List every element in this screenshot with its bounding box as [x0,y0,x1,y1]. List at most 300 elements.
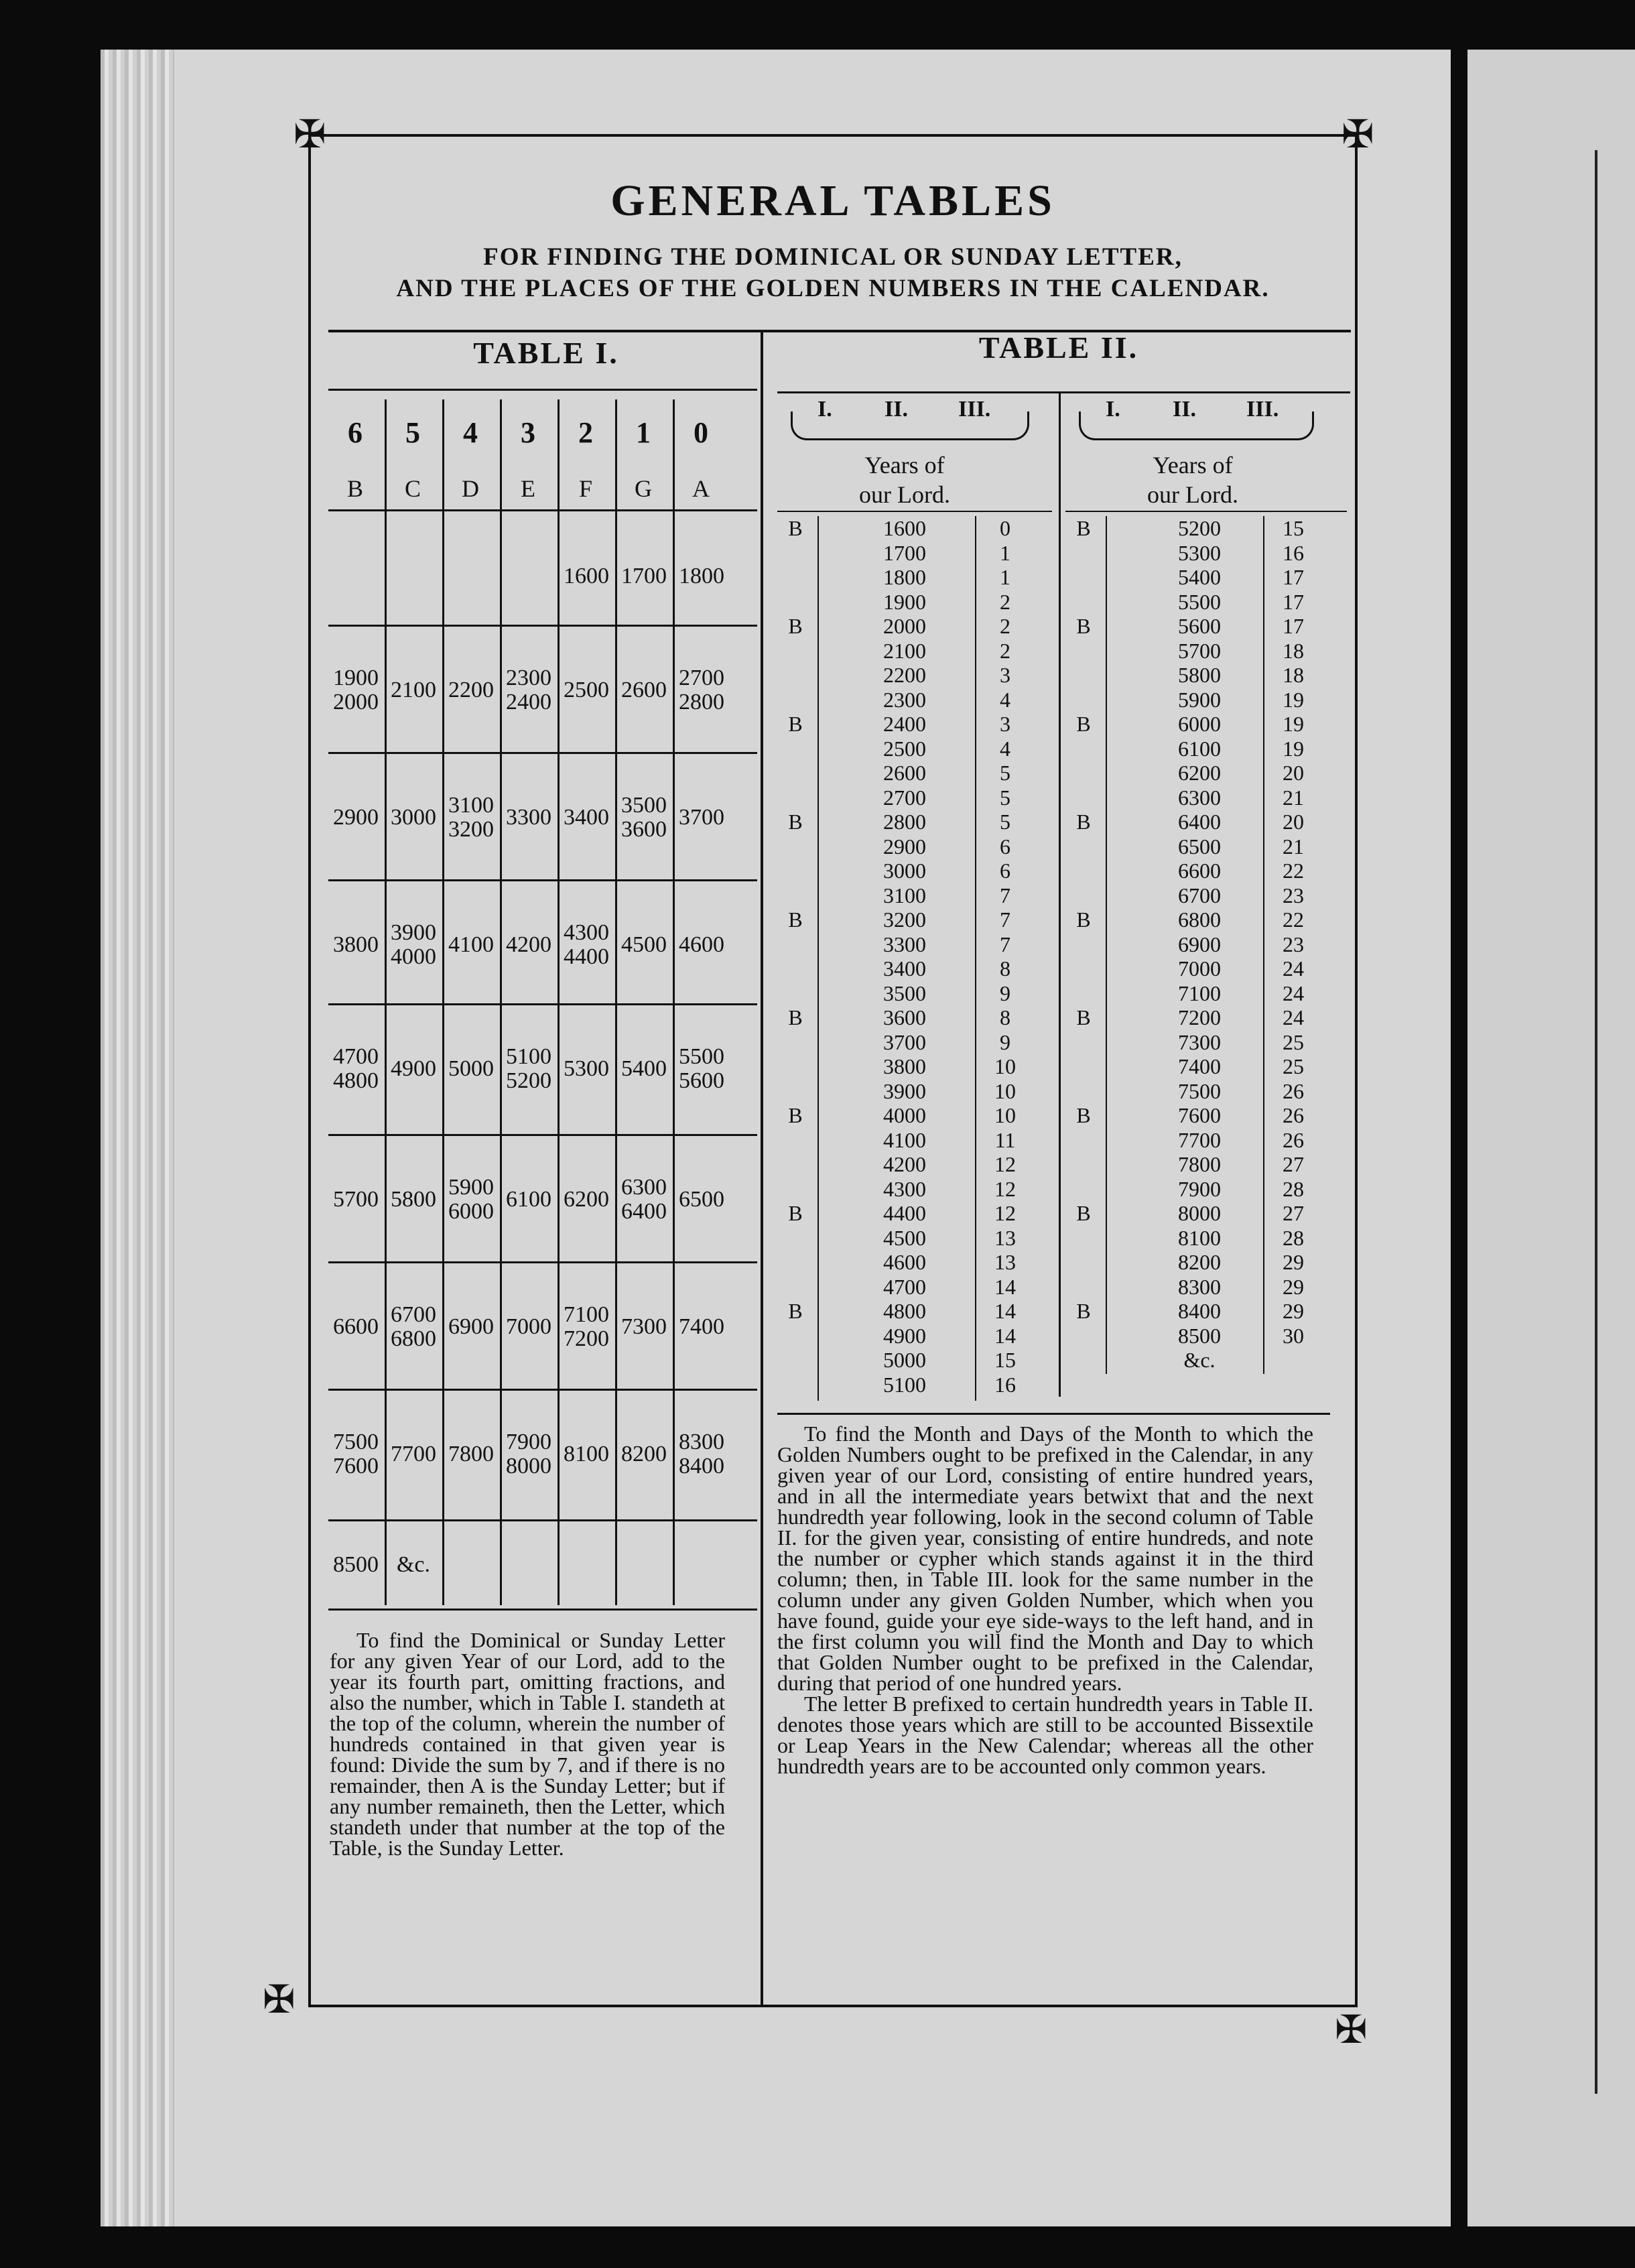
leap-b-mark: B [788,907,803,932]
table2-number: 29 [1283,1299,1304,1323]
table2-number: 26 [1283,1078,1304,1103]
table2-year: 4500 [883,1225,926,1250]
leap-b-mark [779,737,812,761]
leap-b-mark [1067,932,1100,957]
leap-b-mark: B [1076,712,1091,736]
leap-b-mark: B [1076,1103,1091,1127]
leap-b-mark [1067,639,1100,664]
table1-caption-rule [328,389,757,391]
center-divider [761,330,763,2005]
table1-column-rule [500,399,502,1605]
leap-b-mark [779,1250,812,1275]
leap-b-mark [779,859,812,883]
table2-left-b-column [779,516,812,1397]
table2-year: 2900 [883,834,926,859]
table1-instructions [330,1630,725,1858]
table2-year: 6400 [1178,810,1221,834]
table1-cell: 5400 [621,1056,667,1081]
leap-b-mark [1067,785,1100,810]
table2-year: 4400 [883,1201,926,1225]
table2-year: 7800 [1178,1152,1221,1176]
table2-year: 5100 [883,1372,926,1397]
table2-number: 18 [1283,663,1304,687]
table2-number: 9 [1000,981,1010,1005]
table2-number: 11 [994,1127,1016,1152]
table1-cell: 2900 [333,805,379,830]
table2-year: 3000 [883,859,926,883]
table2-number: 23 [1283,932,1304,956]
table2-number: 6 [1000,859,1010,883]
table2-year: 7400 [1178,1054,1221,1078]
table1-column-number: 6 [348,416,363,449]
table2-number: 19 [1283,687,1304,712]
leap-b-mark [779,1128,812,1153]
leap-b-mark [779,1275,812,1300]
table2-instructions [777,1424,1313,1777]
table1-column-number: 4 [463,416,478,449]
leap-b-mark [779,1324,812,1348]
table2-number: 3 [1000,663,1010,687]
table2-year: 4200 [883,1152,926,1176]
table2-number: 3 [1000,712,1010,736]
table2-year: 7500 [1178,1078,1221,1103]
table2-year: 8200 [1178,1250,1221,1274]
leap-b-mark [779,639,812,664]
table1-cell: 2500 [564,678,609,702]
table2-number: 28 [1283,1176,1304,1201]
table2-number: 24 [1283,956,1304,981]
table2-year: 6900 [1178,932,1221,956]
leap-b-mark [1067,1152,1100,1177]
leap-b-mark [1067,1226,1100,1251]
table2-number: 21 [1283,834,1304,859]
table1-row-rule [328,1134,757,1136]
table2-column-header: I. [818,397,832,422]
table2-year: 6100 [1178,736,1221,761]
table2-number: 7 [1000,932,1010,956]
table2-number-column-rule [1263,516,1264,1374]
table1-cell: 3800 [333,932,379,957]
table2-year: 5900 [1178,687,1221,712]
page-edge [101,50,174,2226]
table2-year: 3100 [883,883,926,907]
table2-number: 18 [1283,638,1304,663]
table2-number: 5 [1000,761,1010,785]
table1-cell: 3700 [679,805,724,830]
leap-b-mark: B [1076,614,1091,638]
table2-number: 17 [1283,614,1304,638]
leap-b-mark [779,981,812,1006]
table2-number: 12 [994,1176,1016,1201]
subtitle-line-2: AND THE PLACES OF THE GOLDEN NUMBERS IN THE CALENDAR. [396,275,1270,302]
leap-b-mark: B [788,1005,803,1029]
years-of-our-lord-label [824,450,985,509]
table2-number: 23 [1283,883,1304,907]
leap-b-mark: B [788,810,803,834]
leap-b-mark: B [788,614,803,638]
leap-b-mark [1067,1348,1100,1373]
table2-number: 19 [1283,712,1304,736]
table2-half-divider [1059,391,1061,1397]
table1-cell: 5100 5200 [506,1044,551,1093]
table2-number: 25 [1283,1029,1304,1054]
table2-year: 2300 [883,687,926,712]
table1-cell: 7800 [448,1442,494,1466]
table1-cell: 4600 [679,932,724,957]
table2-year: 8500 [1178,1323,1221,1348]
table2-column-header: II. [1173,397,1196,422]
table2-number: 12 [994,1152,1016,1176]
table1-cell: 5300 [564,1056,609,1081]
table2-bottom-rule [777,1413,1330,1415]
table1-bottom-rule [328,1609,757,1611]
table2-year: 4800 [883,1299,926,1323]
table1-cell: 5000 [448,1056,494,1081]
table2-number: 20 [1283,761,1304,785]
table2-year: 8300 [1178,1274,1221,1299]
leap-b-mark [1067,883,1100,908]
table1-cell: 7100 7200 [564,1302,609,1351]
table2-year: 8100 [1178,1225,1221,1250]
table1-cell: 8100 [564,1442,609,1466]
table2-year: 5200 [1178,516,1221,540]
table2-number: 4 [1000,736,1010,761]
table2-year: 5700 [1178,638,1221,663]
table2-number: 15 [1283,516,1304,540]
table2-number: 24 [1283,1005,1304,1029]
table1-row-rule [328,625,757,627]
table2-number: 1 [1000,565,1010,589]
leap-b-mark [1067,859,1100,883]
years-label-line-2: our Lord. [1147,481,1238,508]
table2-caption: TABLE II. [978,330,1139,365]
table2-year: 8400 [1178,1299,1221,1323]
table2-number: 30 [1283,1323,1304,1348]
leap-b-mark [1067,1054,1100,1079]
table1-cell: 3000 [391,805,436,830]
table2-b-column-rule [818,516,819,1401]
cross-ornament-icon: ✠ [1342,113,1374,156]
leap-b-mark: B [788,1103,803,1127]
table2-left-numbers-column [985,516,1025,1397]
table2-year: 3700 [883,1029,926,1054]
table2-number: 26 [1283,1103,1304,1127]
leap-b-mark [1067,834,1100,859]
table2-number: 20 [1283,810,1304,834]
table2-year: 2800 [883,810,926,834]
table1-cell: 3900 4000 [391,920,436,969]
table2-year: 2600 [883,761,926,785]
table2-column-header: III. [1246,397,1279,422]
table2-year: 2700 [883,785,926,810]
table1-cell: 5700 [333,1187,379,1212]
heading [308,0,1358,335]
years-label-line-2: our Lord. [859,481,950,508]
table2-caption-rule [777,391,1350,393]
table2-column-header: I. [1106,397,1120,422]
leap-b-mark [1067,1128,1100,1153]
table2-number: 2 [1000,589,1010,614]
table2-year: 3200 [883,907,926,932]
table2-year: 4700 [883,1274,926,1299]
table2-right-numbers-column [1273,516,1313,1373]
table2-year: 2100 [883,638,926,663]
leap-b-mark: B [788,712,803,736]
table2-number: 22 [1283,859,1304,883]
leap-b-mark [779,1152,812,1177]
leap-b-mark: B [1076,1299,1091,1323]
cross-ornament-icon: ✠ [263,1978,296,2021]
table1-cell: 7500 7600 [333,1430,379,1478]
table1-cell: 2600 [621,678,667,702]
leap-b-mark [1067,981,1100,1006]
years-label-line-1: Years of [864,452,945,479]
table2-year: 6700 [1178,883,1221,907]
table2-number: 16 [1283,540,1304,565]
table1-column-letter: D [462,475,479,502]
table1-cell: &c. [396,1552,431,1577]
leap-b-mark [1067,956,1100,981]
leap-b-mark [779,932,812,957]
leap-b-mark [779,1030,812,1055]
table1-instructions-text: To find the Dominical or Sunday Letter for any given Year of our Lord, add to the year its fourth part, omitting fractions, and also the number, which in Table I. standeth at the top of the column, wherein the number of hundreds contained in that given year is found: Divide the sum by 7, and if there is no remainder, then A is the Sunday Letter; but if any number remaineth, then the Letter, which standeth under that number at the top of the Table, is the Sunday Letter. [330,1628,725,1860]
leap-b-mark [1067,541,1100,566]
table2-number: 14 [994,1323,1016,1348]
table2-number: 13 [994,1250,1016,1274]
table2-year: 2400 [883,712,926,736]
table1-cell: 3400 [564,805,609,830]
table2-header-rule [1065,511,1347,512]
next-page-edge [1467,50,1635,2226]
table1-cell: 2200 [448,678,494,702]
table1-cell: 1900 2000 [333,666,379,714]
table1-column-number: 5 [405,416,420,449]
table2-number: 10 [994,1054,1016,1078]
table2-year: 7700 [1178,1127,1221,1152]
table2-year: 5800 [1178,663,1221,687]
table2-number: 5 [1000,810,1010,834]
table1-cell: 6300 6400 [621,1175,667,1224]
table1-column-letter: G [635,475,652,502]
table1-row-rule [328,1003,757,1005]
table2-year: 7200 [1178,1005,1221,1029]
years-of-our-lord-label [1112,450,1273,509]
leap-b-mark [779,1373,812,1397]
table2-number: 28 [1283,1225,1304,1250]
table2-year: 6000 [1178,712,1221,736]
leap-b-mark [779,1177,812,1202]
table2-number: 7 [1000,907,1010,932]
table2-number: 2 [1000,638,1010,663]
table1-cell: 4200 [506,932,551,957]
table2-year: 7300 [1178,1029,1221,1054]
table2-number-column-rule [975,516,976,1401]
leap-b-mark [779,1054,812,1079]
table1-row-rule [328,1389,757,1391]
table1-column-number: 0 [694,416,708,449]
table2-year: 3600 [883,1005,926,1029]
leap-b-mark [779,541,812,566]
years-label-line-1: Years of [1153,452,1233,479]
table1-cell: 6900 [448,1314,494,1339]
table2-number: 26 [1283,1127,1304,1152]
leap-b-mark: B [1076,810,1091,834]
leap-b-mark [779,1226,812,1251]
table1-cell: 5500 5600 [679,1044,724,1093]
table2-number: 13 [994,1225,1016,1250]
table2-year: 3800 [883,1054,926,1078]
page-title: GENERAL TABLES [610,176,1055,225]
table2-year: 7000 [1178,956,1221,981]
leap-b-mark: B [788,1201,803,1225]
table1-cell: 8500 [333,1552,379,1577]
table1-cell: 3300 [506,805,551,830]
table1-cell: 4500 [621,932,667,957]
leap-b-mark [1067,1079,1100,1104]
table1-row-rule [328,1261,757,1263]
table2-year: 6800 [1178,907,1221,932]
table1-cell: 4100 [448,932,494,957]
table2-year: 2200 [883,663,926,687]
table2-year: 4900 [883,1323,926,1348]
table1-column-letter: F [578,475,593,502]
table1-cell: 7900 8000 [506,1430,551,1478]
table2-year: 5300 [1178,540,1221,565]
leap-b-mark [779,834,812,859]
leap-b-mark [779,785,812,810]
table1-column-letter: E [521,475,535,502]
leap-b-mark [779,956,812,981]
table1-column-letter: C [404,475,421,502]
table2-year: 3300 [883,932,926,956]
table1-row-rule [328,879,757,881]
brace-icon [791,412,1029,440]
table1-row-rule [328,1519,757,1521]
table1-header-rule [328,509,757,511]
table1-cell: 2300 2400 [506,666,551,714]
table2-number: 8 [1000,1005,1010,1029]
leap-b-mark [779,1079,812,1104]
table2-number: 10 [994,1103,1016,1127]
leap-b-mark [779,761,812,785]
table2-year: 1900 [883,589,926,614]
table2-year: 7900 [1178,1176,1221,1201]
table1-cell: 2700 2800 [679,666,724,714]
leap-b-mark: B [1076,907,1091,932]
table2-year: 4000 [883,1103,926,1127]
table1-cell: 6600 [333,1314,379,1339]
leap-b-mark: B [1076,1201,1091,1225]
cross-ornament-icon: ✠ [1335,2008,1368,2052]
table1-cell: 7000 [506,1314,551,1339]
table2-number: 15 [994,1348,1016,1372]
table2-year: 6600 [1178,859,1221,883]
table1-cell: 5900 6000 [448,1175,494,1224]
leap-b-mark [1067,1324,1100,1348]
table2-number: 6 [1000,834,1010,859]
table2-year: 5500 [1178,589,1221,614]
leap-b-mark: B [788,516,803,540]
table2-right-b-column [1067,516,1100,1373]
leap-b-mark: B [788,1299,803,1323]
table2-number: 29 [1283,1274,1304,1299]
table1-column-number: 2 [578,416,593,449]
table1-column-number: 1 [636,416,651,449]
table2-number: 7 [1000,883,1010,907]
table1-cell: 1800 [679,564,724,588]
table1-cell: 6700 6800 [391,1302,436,1351]
table1-cell: 3100 3200 [448,793,494,842]
table2-number: 19 [1283,736,1304,761]
table2-year: 1600 [883,516,926,540]
table2-number: 21 [1283,785,1304,810]
table2-number: 17 [1283,589,1304,614]
table2-number: 4 [1000,687,1010,712]
table1-cell: 4300 4400 [564,920,609,969]
table2-year: 6500 [1178,834,1221,859]
table2-year: 2000 [883,614,926,638]
leap-b-mark [1067,1177,1100,1202]
table2-column-header: III. [958,397,991,422]
table2-number: 1 [1000,540,1010,565]
table1-cell: 7400 [679,1314,724,1339]
table2-number: 17 [1283,565,1304,589]
leap-b-mark [779,1348,812,1373]
table2-left-years-column [844,516,965,1397]
table2-number: 2 [1000,614,1010,638]
table2-year: 3900 [883,1078,926,1103]
table1-column-number: 3 [521,416,535,449]
table2-year: 3500 [883,981,926,1005]
table2-year: 4600 [883,1250,926,1274]
table1-cell: 8300 8400 [679,1430,724,1478]
table1-cell: 5800 [391,1187,436,1212]
table2-year: 7100 [1178,981,1221,1005]
leap-b-mark: B [1076,516,1091,540]
table1-column-letter: A [692,475,710,502]
leap-b-mark [779,565,812,590]
table2-year: 1800 [883,565,926,589]
table1-cell: 4700 4800 [333,1044,379,1093]
table2-b-column-rule [1106,516,1107,1374]
table1-cell: 7300 [621,1314,667,1339]
table1-row-rule [328,752,757,754]
table1-column-rule [442,399,444,1605]
table2-year: 1700 [883,540,926,565]
table2-year: &c. [1183,1348,1216,1372]
leap-b-mark [1067,761,1100,785]
leap-b-mark [1067,565,1100,590]
leap-b-mark [1067,688,1100,712]
table1-column-rule [385,399,387,1605]
leap-b-mark [1067,1030,1100,1055]
table2-number: 29 [1283,1250,1304,1274]
table2-number: 27 [1283,1201,1304,1225]
subtitle-line-1: FOR FINDING THE DOMINICAL OR SUNDAY LETTER, [483,243,1183,271]
next-page-rule [1595,150,1597,2094]
table2-number: 14 [994,1274,1016,1299]
table2-year: 2500 [883,736,926,761]
table1-cell: 8200 [621,1442,667,1466]
brace-icon [1079,412,1314,440]
leap-b-mark [1067,737,1100,761]
table2-number: 10 [994,1078,1016,1103]
leap-b-mark [779,688,812,712]
table1-cell: 2100 [391,678,436,702]
table1-cell: 6200 [564,1187,609,1212]
table1-caption: TABLE I. [473,336,619,370]
table2-number: 24 [1283,981,1304,1005]
